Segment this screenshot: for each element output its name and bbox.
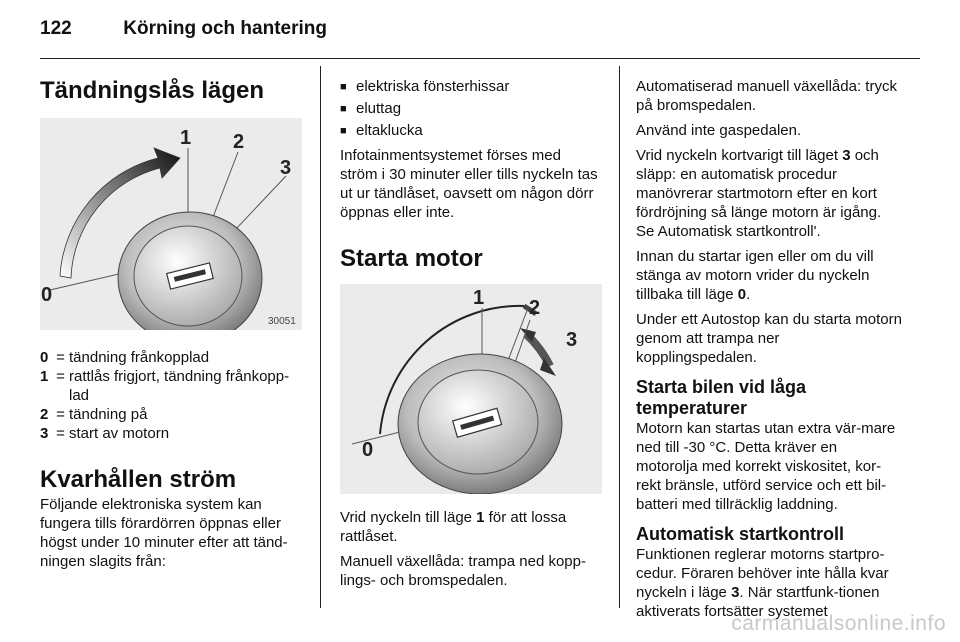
column-1 xyxy=(40,66,302,571)
watermark: carmanualsonline.info xyxy=(731,612,946,635)
section-title-ignition: Tändningslås lägen xyxy=(40,77,265,104)
manual-gearbox-text: Manuell växellåda: trampa ned kopp-lings- och bromspedalen. xyxy=(340,553,586,589)
legend-row: 2 = tändning på xyxy=(40,406,148,423)
header-rule xyxy=(40,58,920,59)
figure1-label-1: 1 xyxy=(180,127,192,149)
list-item: ■ eltaklucka xyxy=(340,120,602,142)
legend-row: 0 = tändning frånkopplad xyxy=(40,349,210,366)
legend-row: 1 = rattlås frigjort, tändning frånkopp-lad xyxy=(40,368,290,404)
page-number: 122 xyxy=(40,18,72,39)
turn-key-text: Vrid nyckeln till läge 1 för att lossa rattlåset. xyxy=(340,509,567,545)
figure1-label-2: 2 xyxy=(233,131,245,153)
chapter-title: Körning och hantering xyxy=(123,18,327,39)
page-header xyxy=(40,18,327,40)
column-divider-right xyxy=(619,66,620,608)
infotainment-text: Infotainmentsystemet förses med ström i 30 minuter eller tills nyckeln tas ut ur tändlåset, oavsett om någon dörr öppnas eller inte. xyxy=(340,147,598,221)
figure2-label-2: 2 xyxy=(529,297,541,319)
figure1-ref: 30051 xyxy=(268,316,296,327)
autostop-text: Under ett Autostop kan du starta motorn genom att trampa ner kopplingspedalen. xyxy=(636,311,902,366)
section-title-retained-power: Kvarhållen ström xyxy=(40,466,237,493)
figure1-label-0: 0 xyxy=(41,284,53,306)
column-3 xyxy=(636,66,902,621)
figure1-label-3: 3 xyxy=(280,157,292,179)
ignition-legend xyxy=(40,348,302,443)
no-throttle-text: Använd inte gaspedalen. xyxy=(636,122,802,139)
legend-row: 3 = start av motorn xyxy=(40,425,170,442)
column-divider-left xyxy=(320,66,321,608)
retained-power-list xyxy=(340,76,602,142)
section-title-start-engine: Starta motor xyxy=(340,245,483,272)
section-title-low-temp: Starta bilen vid låga temperaturer xyxy=(636,377,807,418)
section-title-auto-start: Automatisk startkontroll xyxy=(636,524,845,544)
figure2-label-3: 3 xyxy=(566,329,578,351)
start-engine-figure xyxy=(340,284,602,494)
auto-start-text: Funktionen reglerar motorns startpro-cedur. Föraren behöver inte hålla kvar nyckeln i läge 3. När startfunk-tionen aktiverats fortsätter systemet xyxy=(636,546,889,620)
ignition-positions-figure xyxy=(40,118,302,330)
figure2-label-0: 0 xyxy=(362,439,374,461)
retained-power-text: Följande elektroniska system kan fungera tills förardörren öppnas eller högst under 10 minuter efter att tänd-ningen slagits från: xyxy=(40,496,288,570)
turn-to-3-text: Vrid nyckeln kortvarigt till läget 3 och släpp: en automatisk procedur manövrerar startmotorn efter en kort fördröjning så länge motorn är igång. Se Automatisk startkontroll'. xyxy=(636,147,882,240)
automated-gearbox-text: Automatiserad manuell växellåda: tryck på bromspedalen. xyxy=(636,78,897,114)
figure2-label-1: 1 xyxy=(473,287,485,309)
restart-text: Innan du startar igen eller om du vill stänga av motorn vrider du nyckeln tillbaka till läge 0. xyxy=(636,248,874,303)
list-item: ■ eluttag xyxy=(340,98,602,120)
column-2 xyxy=(340,66,602,590)
list-item: ■ elektriska fönsterhissar xyxy=(340,76,602,98)
low-temp-text: Motorn kan startas utan extra vär-mare ned till -30 °C. Detta kräver en motorolja med korrekt viskositet, kor-rekt bränsle, utförd service och ett bil-batteri med tillräcklig laddning. xyxy=(636,420,896,513)
